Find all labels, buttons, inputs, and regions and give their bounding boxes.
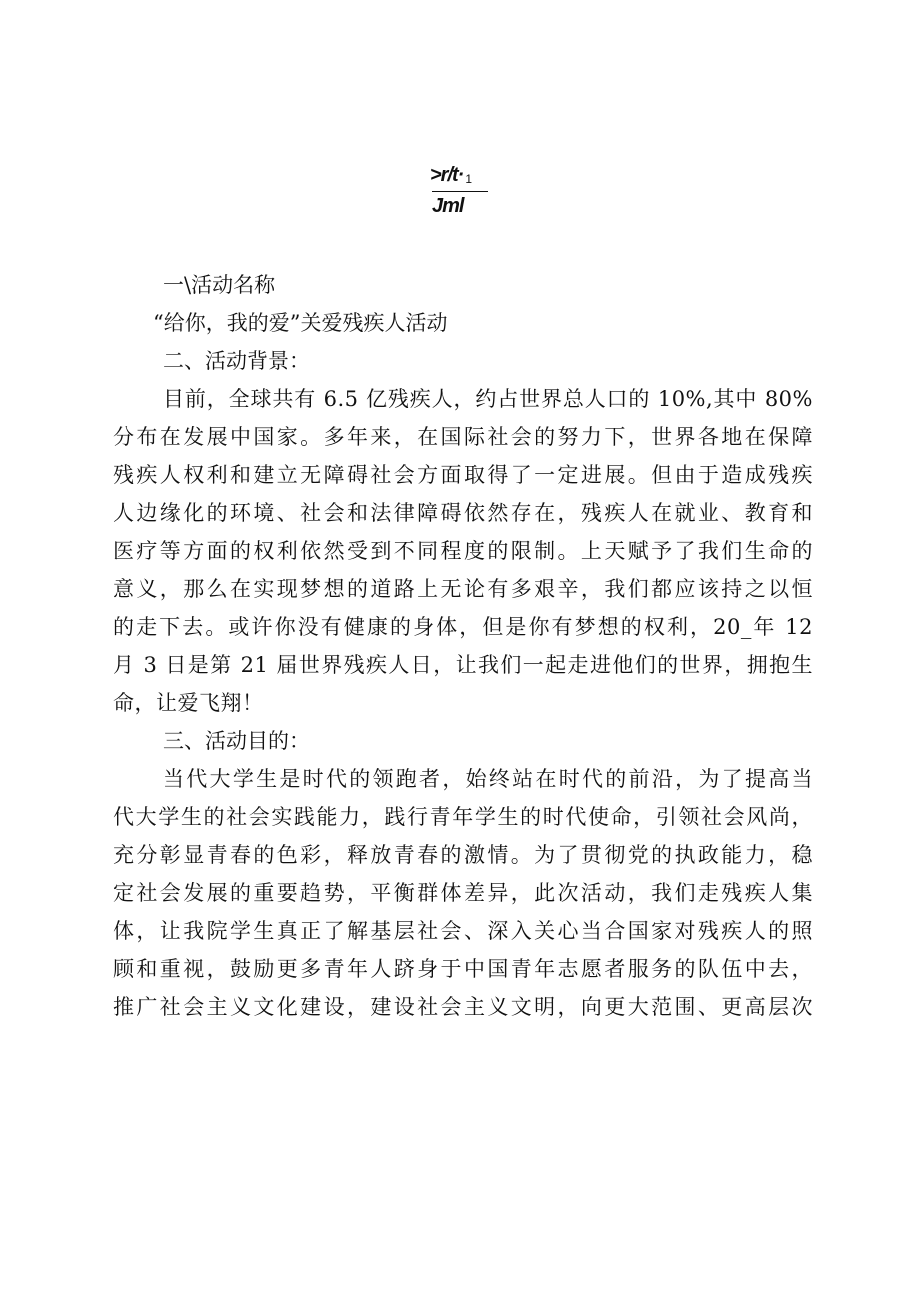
- paragraph-line: 体，让我院学生真正了解基层社会、深入关心当合国家对残疾人的照: [113, 919, 813, 943]
- paragraph-line: 代大学生的社会实践能力，践行青年学生的时代使命，引领社会风尚，: [113, 805, 813, 829]
- section-heading-background: 二、活动背景：: [163, 349, 310, 373]
- paragraph-line: 意义，那么在实现梦想的道路上无论有多艰辛，我们都应该持之以恒: [113, 577, 813, 601]
- section-heading-purpose: 三、活动目的：: [163, 729, 310, 753]
- purpose-paragraph: [113, 760, 813, 1026]
- document-body: [113, 266, 813, 1026]
- paragraph-line: 目前，全球共有 6.5 亿残疾人，约占世界总人口的 10%,其中 80%: [163, 387, 813, 411]
- paragraph-line: 定社会发展的重要趋势，平衡群体差异，此次活动，我们走残疾人集: [113, 881, 813, 905]
- activity-name-text: “给你，我的爱”关爱残疾人活动: [153, 311, 448, 335]
- paragraph-line: 分布在发展中国家。多年来，在国际社会的努力下，世界各地在保障: [113, 425, 813, 449]
- header-mark-line1: >r/t· $_1$: [430, 164, 472, 186]
- paragraph-line: 推广社会主义文化建设，建设社会主义文明，向更大范围、更高层次: [113, 995, 813, 1019]
- paragraph-line: 残疾人权利和建立无障碍社会方面取得了一定进展。但由于造成残疾: [113, 463, 813, 487]
- paragraph-line: 的走下去。或许你没有健康的身体，但是你有梦想的权利，20_年 12: [113, 615, 813, 639]
- paragraph-line: 当代大学生是时代的领跑者，始终站在时代的前沿，为了提高当: [163, 767, 813, 791]
- paragraph-line: 月 3 日是第 21 届世界残疾人日，让我们一起走进他们的世界，拥抱生: [113, 653, 813, 677]
- paragraph-line: 顾和重视，鼓励更多青年人跻身于中国青年志愿者服务的队伍中去，: [113, 957, 813, 981]
- header-mark: [430, 163, 500, 218]
- header-mark-line2: Jml: [432, 191, 488, 218]
- paragraph-line: 充分彰显青春的色彩，释放青春的激情。为了贯彻党的执政能力，稳: [113, 843, 813, 867]
- paragraph-line: 医疗等方面的权利依然受到不同程度的限制。上天赋予了我们生命的: [113, 539, 813, 563]
- paragraph-line: 人边缘化的环境、社会和法律障碍依然存在，残疾人在就业、教育和: [113, 501, 813, 525]
- section-heading-activity-name: 一\活动名称: [163, 273, 276, 297]
- paragraph-line: 命，让爱飞翔！: [113, 691, 264, 715]
- background-paragraph: [113, 380, 813, 722]
